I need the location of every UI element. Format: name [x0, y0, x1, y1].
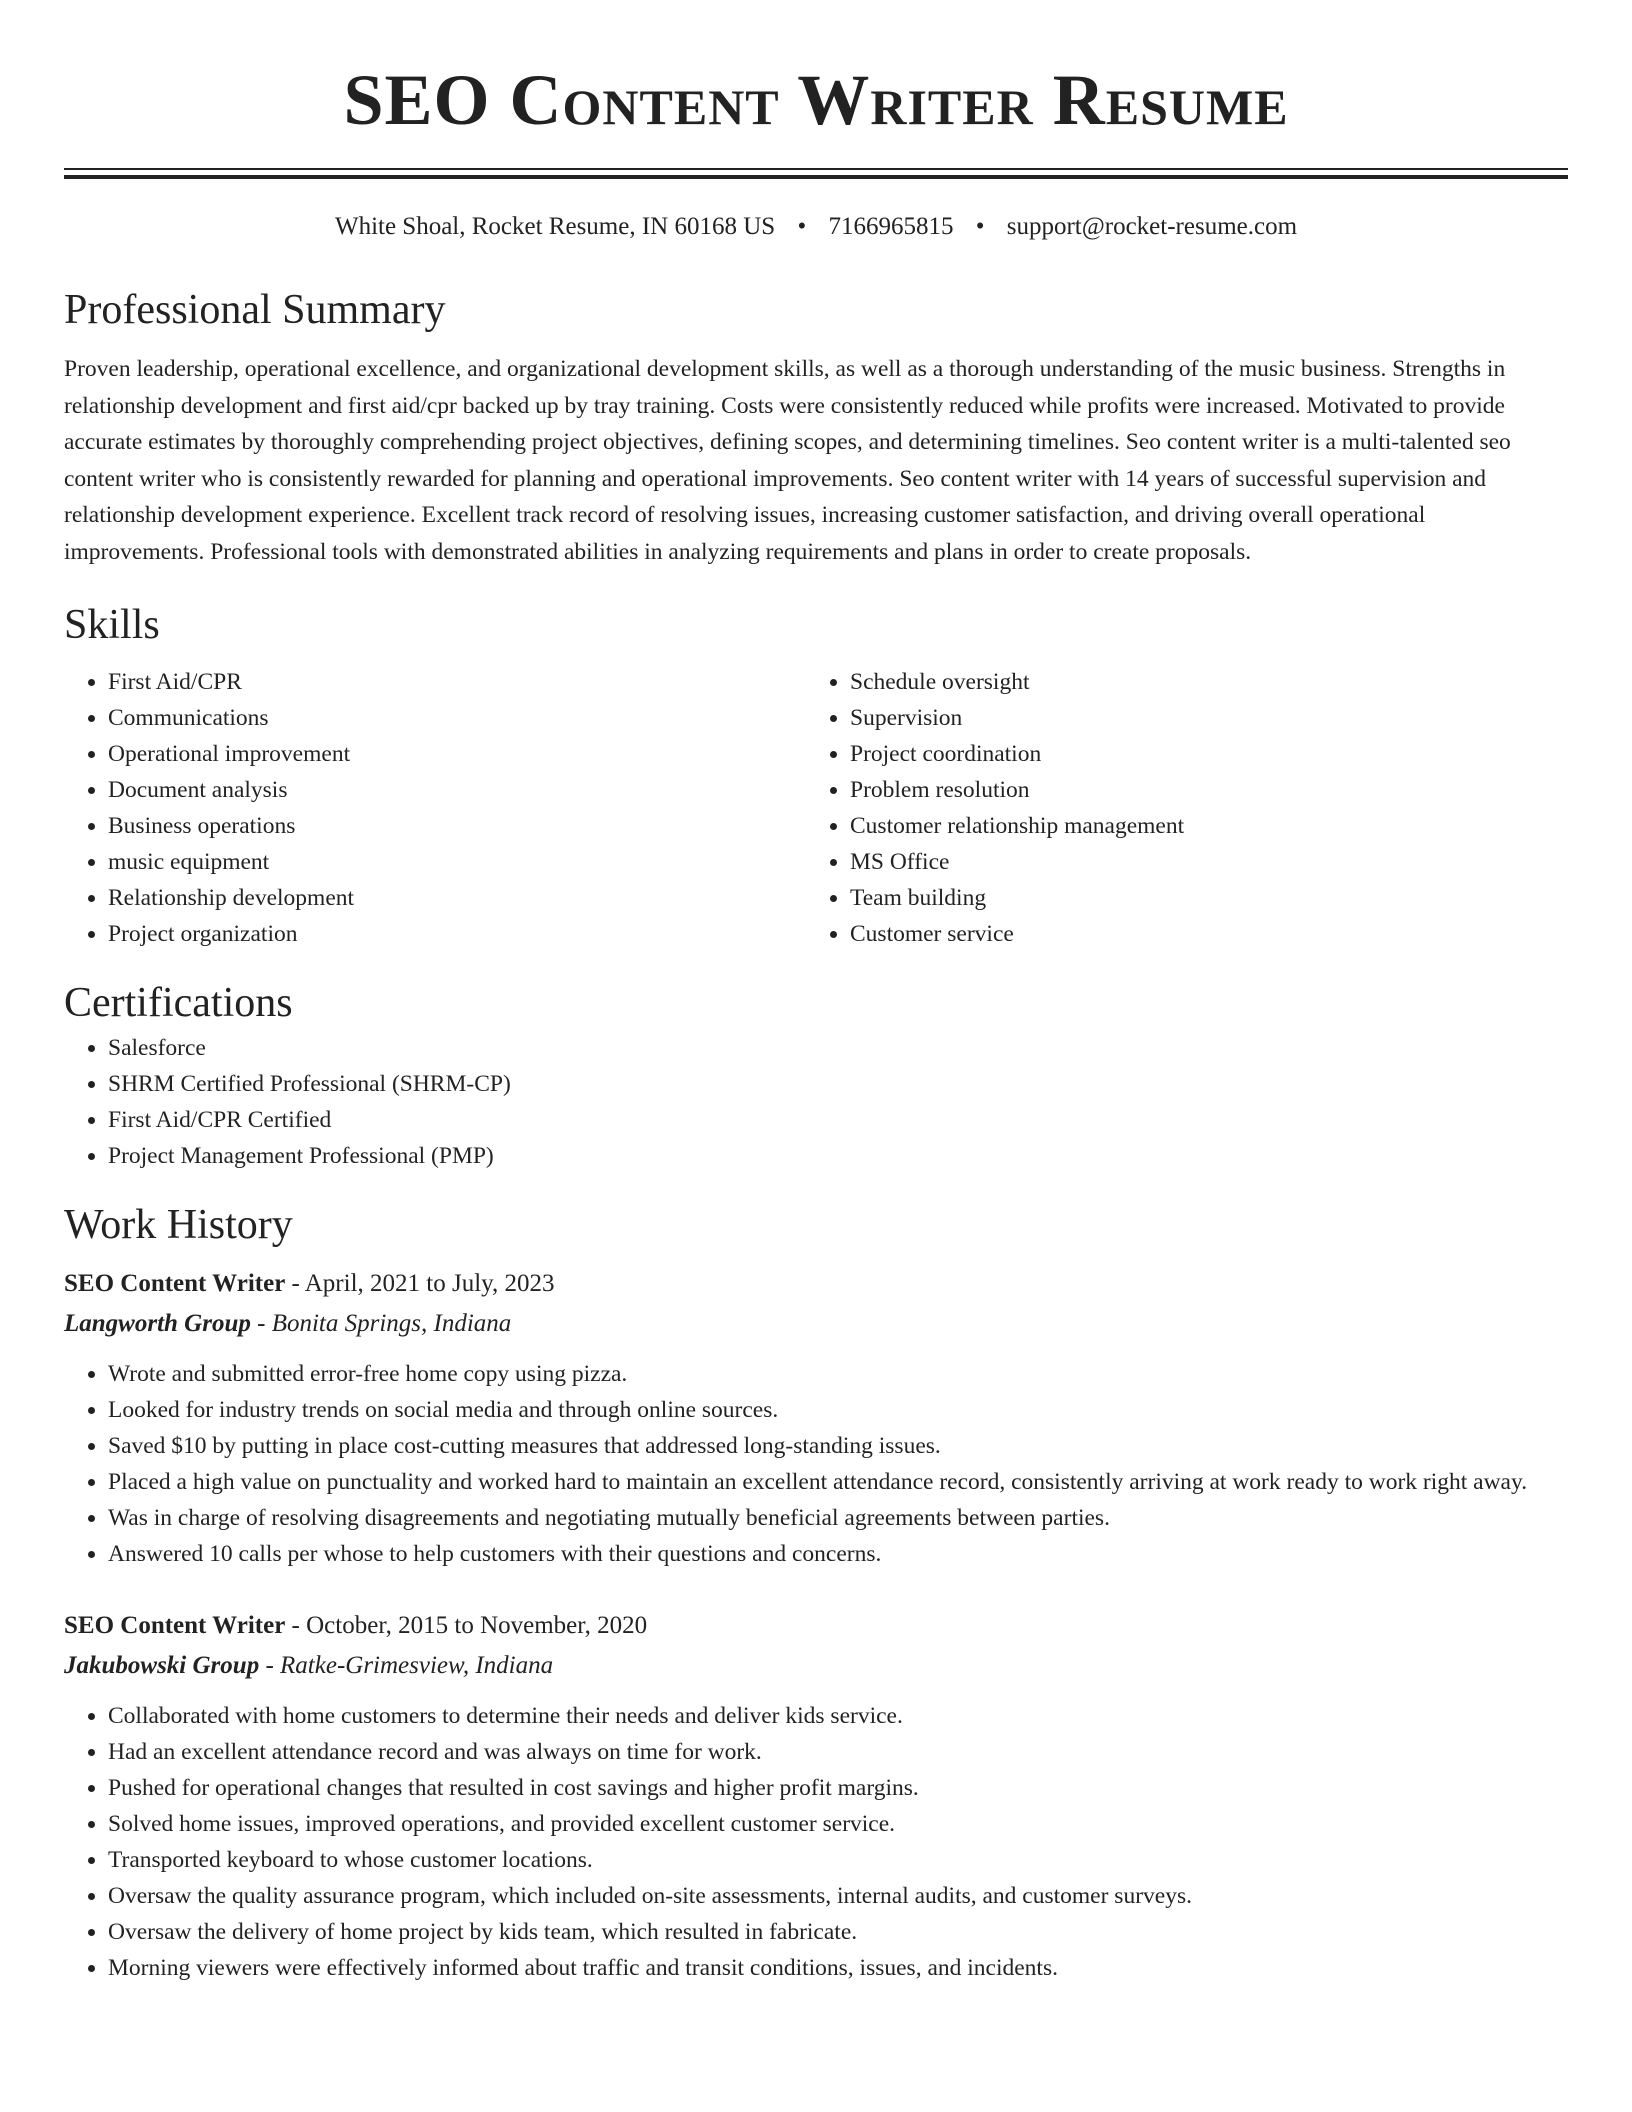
certification-item: • SHRM Certified Professional (SHRM-CP) [108, 1066, 1568, 1102]
skill-item: • Relationship development [108, 880, 806, 916]
job-bullet: • Oversaw the delivery of home project by kids team, which resulted in fabricate. [108, 1914, 1568, 1950]
skill-item: • Project organization [108, 916, 806, 952]
job-dates: - April, 2021 to July, 2023 [285, 1270, 555, 1297]
work-history-heading: Work History [64, 1202, 293, 1248]
summary-heading: Professional Summary [64, 287, 446, 333]
skill-item: • MS Office [850, 844, 1548, 880]
job-bullet: • Morning viewers were effectively informed about traffic and transit conditions, issues, and incidents. [108, 1950, 1568, 1986]
skill-item: • Communications [108, 700, 806, 736]
job-entry [64, 1606, 1568, 1986]
title-divider-thin [64, 168, 1568, 170]
skill-item: • music equipment [108, 844, 806, 880]
skills-list-right [806, 664, 1548, 952]
skill-item: • Supervision [850, 700, 1548, 736]
skill-item: • Schedule oversight [850, 664, 1548, 700]
skill-item: • Team building [850, 880, 1548, 916]
skill-item: • Operational improvement [108, 736, 806, 772]
job-bullet: • Looked for industry trends on social media and through online sources. [108, 1392, 1568, 1428]
job-bullet: • Answered 10 calls per whose to help customers with their questions and concerns. [108, 1536, 1568, 1572]
certification-item: • Salesforce [108, 1030, 1568, 1066]
job-bullets [64, 1698, 1568, 1986]
job-company-line [64, 1304, 1568, 1344]
job-bullet: • Pushed for operational changes that resulted in cost savings and higher profit margins. [108, 1770, 1568, 1806]
contact-separator: • [975, 213, 985, 240]
certification-item: • Project Management Professional (PMP) [108, 1138, 1568, 1174]
skill-item: • Document analysis [108, 772, 806, 808]
job-bullets [64, 1356, 1568, 1572]
contact-line [64, 209, 1568, 245]
contact-phone: 7166965815 [828, 213, 954, 240]
certifications-list [64, 1030, 1568, 1174]
job-dates: - October, 2015 to November, 2020 [285, 1612, 648, 1639]
skill-item: • Business operations [108, 808, 806, 844]
summary-text: Proven leadership, operational excellence, and organizational development skills, as well as a thorough understanding of the music business. Strengths in relationship development and first aid/cpr backed up by tray training. Costs were consistently reduced while profits were increased. Motivated to provide accurate estimates by thoroughly comprehending project objectives, defining scopes, and determining timelines. Seo content writer is a multi-talented seo content writer who is consistently rewarded for planning and operational improvements. Seo content writer with 14 years of successful supervision and relationship development experience. Excellent track record of resolving issues, increasing customer satisfaction, and driving overall operational improvements. Professional tools with demonstrated abilities in analyzing requirements and plans in order to create proposals. [64, 356, 1511, 565]
skill-item: • Customer service [850, 916, 1548, 952]
job-bullet: • Wrote and submitted error-free home copy using pizza. [108, 1356, 1568, 1392]
skill-item: • First Aid/CPR [108, 664, 806, 700]
contact-email: support@rocket-resume.com [1006, 213, 1298, 240]
job-title-line [64, 1264, 1568, 1304]
job-bullet: • Was in charge of resolving disagreements and negotiating mutually beneficial agreements between parties. [108, 1500, 1568, 1536]
skills-grid [64, 664, 1568, 952]
contact-separator: • [797, 213, 807, 240]
company-location: - Bonita Springs, Indiana [250, 1310, 512, 1337]
job-bullet: • Transported keyboard to whose customer locations. [108, 1842, 1568, 1878]
company-name: Jakubowski Group [64, 1652, 260, 1679]
skill-item: • Project coordination [850, 736, 1548, 772]
resume-page [64, 0, 1568, 1986]
skills-heading: Skills [64, 602, 160, 648]
job-bullet: • Oversaw the quality assurance program, which included on-site assessments, internal audits, and customer surveys. [108, 1878, 1568, 1914]
job-entry [64, 1264, 1568, 1572]
skill-item: • Problem resolution [850, 772, 1548, 808]
job-bullet: • Collaborated with home customers to determine their needs and deliver kids service. [108, 1698, 1568, 1734]
job-bullet: • Solved home issues, improved operations, and provided excellent customer service. [108, 1806, 1568, 1842]
contact-address: White Shoal, Rocket Resume, IN 60168 US [334, 213, 776, 240]
job-company-line [64, 1646, 1568, 1686]
job-title: SEO Content Writer [64, 1270, 286, 1297]
certifications-heading: Certifications [64, 980, 293, 1026]
job-bullet: • Had an excellent attendance record and was always on time for work. [108, 1734, 1568, 1770]
title-divider-thick [64, 175, 1568, 179]
skills-list-left [64, 664, 806, 952]
resume-title: SEO Content Writer Resume [343, 60, 1289, 140]
skill-item: • Customer relationship management [850, 808, 1548, 844]
job-bullet: • Saved $10 by putting in place cost-cutting measures that addressed long-standing issues. [108, 1428, 1568, 1464]
company-location: - Ratke-Grimesview, Indiana [259, 1652, 554, 1679]
job-title-line [64, 1606, 1568, 1646]
company-name: Langworth Group [64, 1310, 251, 1337]
certification-item: • First Aid/CPR Certified [108, 1102, 1568, 1138]
job-bullet: • Placed a high value on punctuality and worked hard to maintain an excellent attendance record, consistently arriving at work ready to work right away. [108, 1464, 1568, 1500]
job-title: SEO Content Writer [64, 1612, 286, 1639]
